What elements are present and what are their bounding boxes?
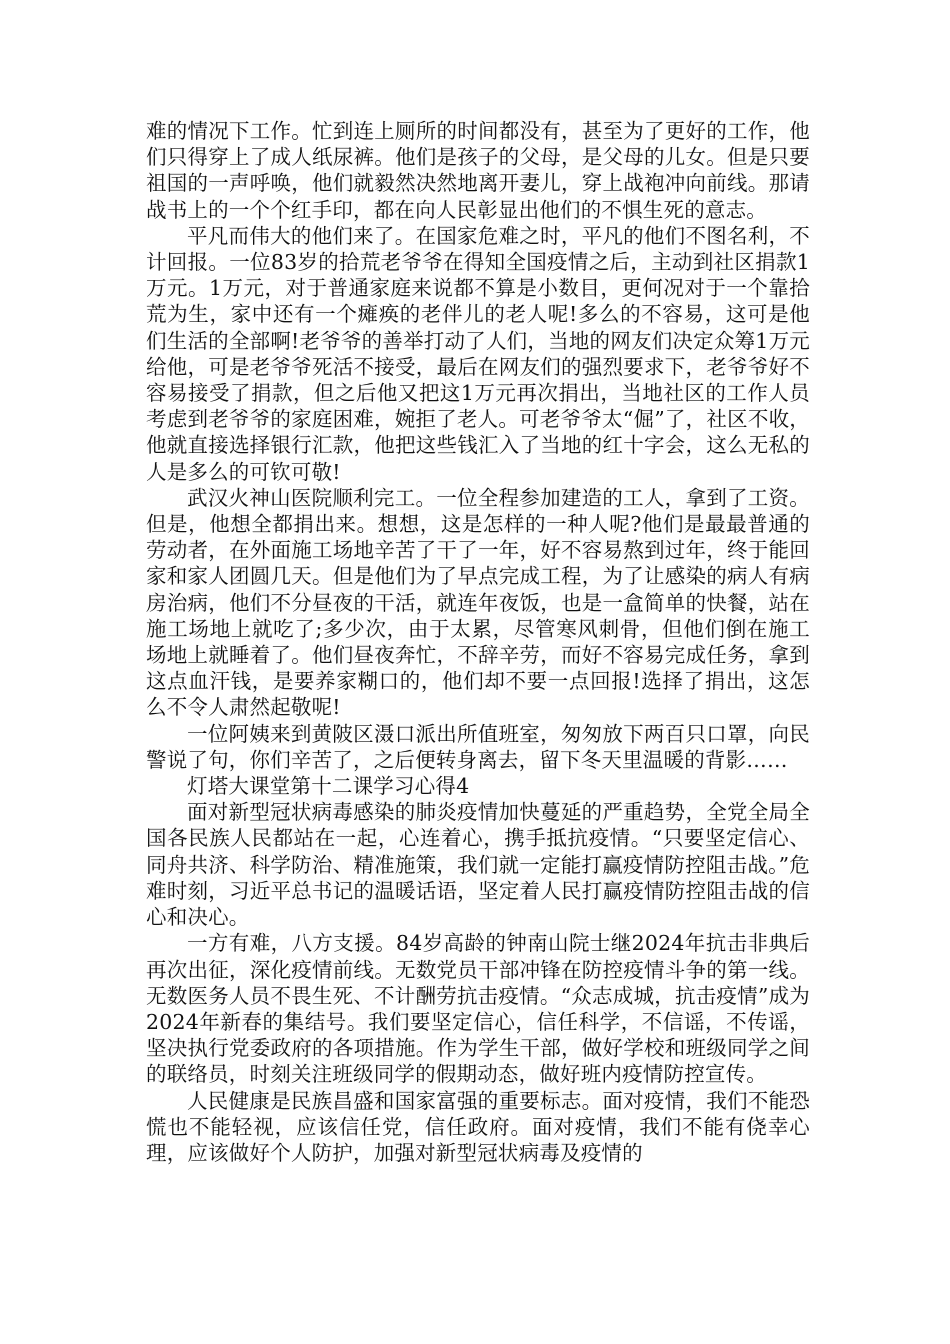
paragraph-3: 武汉火神山医院顺利完工。一位全程参加建造的工人，拿到了工资。但是，他想全都捐出来。想想，这是怎样的一种人呢?他们是最最普通的劳动者，在外面施工场地辛苦了干了一年，好不容易熬到过年，终于能回家和家人团圆几天。但是他们为了早点完成工程，为了让感染的病人有病房治病，他们不分昼夜的干活，就连年夜饭，也是一盒简单的快餐，站在施工场地上就吃了;多少次，由于太累，尽管寒风刺骨，但他们倒在施工场地上就睡着了。他们昼夜奔忙，不辞辛劳，而好不容易完成任务，拿到这点血汗钱，是要养家糊口的，他们却不要一点回报!选择了捐出，这怎么不令人肃然起敬呢! [146, 485, 810, 720]
paragraph-1: 难的情况下工作。忙到连上厕所的时间都没有，甚至为了更好的工作，他们只得穿上了成人纸尿裤。他们是孩子的父母，是父母的儿女。但是只要祖国的一声呼唤，他们就毅然决然地离开妻儿，穿上战袍冲向前线。那请战书上的一个个红手印，都在向人民彰显出他们的不惧生死的意志。 [146, 119, 810, 222]
paragraph-2: 平凡而伟大的他们来了。在国家危难之时，平凡的他们不图名利，不计回报。一位83岁的拾荒老爷爷在得知全国疫情之后，主动到社区捐款1万元。1万元，对于普通家庭来说都不算是小数目，更何况对于一个靠拾荒为生，家中还有一个瘫痪的老伴儿的老人呢!多么的不容易，这可是他们生活的全部啊!老爷爷的善举打动了人们，当地的网友们决定众筹1万元给他，可是老爷爷死活不接受，最后在网友们的强烈要求下，老爷爷好不容易接受了捐款，但之后他又把这1万元再次捐出，当地社区的工作人员考虑到老爷爷的家庭困难，婉拒了老人。可老爷爷太“倔”了，社区不收，他就直接选择银行汇款，他把这些钱汇入了当地的红十字会，这么无私的人是多么的可钦可敬! [146, 223, 810, 484]
paragraph-6: 一方有难，八方支援。84岁高龄的钟南山院士继2024年抗击非典后再次出征，深化疫情前线。无数党员干部冲锋在防控疫情斗争的第一线。无数医务人员不畏生死、不计酬劳抗击疫情。“众志成城，抗击疫情”成为2024年新春的集结号。我们要坚定信心，信任科学，不信谣，不传谣，坚决执行党委政府的各项措施。作为学生干部，做好学校和班级同学之间的联络员，时刻关注班级同学的假期动态，做好班内疫情防控宣传。 [146, 931, 810, 1087]
document-body [146, 118, 810, 1166]
paragraph-7: 人民健康是民族昌盛和国家富强的重要标志。面对疫情，我们不能恐慌也不能轻视，应该信任党，信任政府。面对疫情，我们不能有侥幸心理，应该做好个人防护，加强对新型冠状病毒及疫情的 [146, 1088, 810, 1165]
paragraph-5: 面对新型冠状病毒感染的肺炎疫情加快蔓延的严重趋势，全党全局全国各民族人民都站在一起，心连着心，携手抵抗疫情。“只要坚定信心、同舟共济、科学防治、精准施策，我们就一定能打赢疫情防控阻击战。”危难时刻，习近平总书记的温暖话语，坚定着人民打赢疫情防控阻击战的信心和决心。 [146, 800, 810, 930]
paragraph-4: 一位阿姨来到黄陂区滠口派出所值班室，匆匆放下两百只口罩，向民警说了句，你们辛苦了，之后便转身离去，留下冬天里温暖的背影…… [146, 721, 810, 772]
section-heading: 灯塔大课堂第十二课学习心得4 [187, 774, 470, 799]
